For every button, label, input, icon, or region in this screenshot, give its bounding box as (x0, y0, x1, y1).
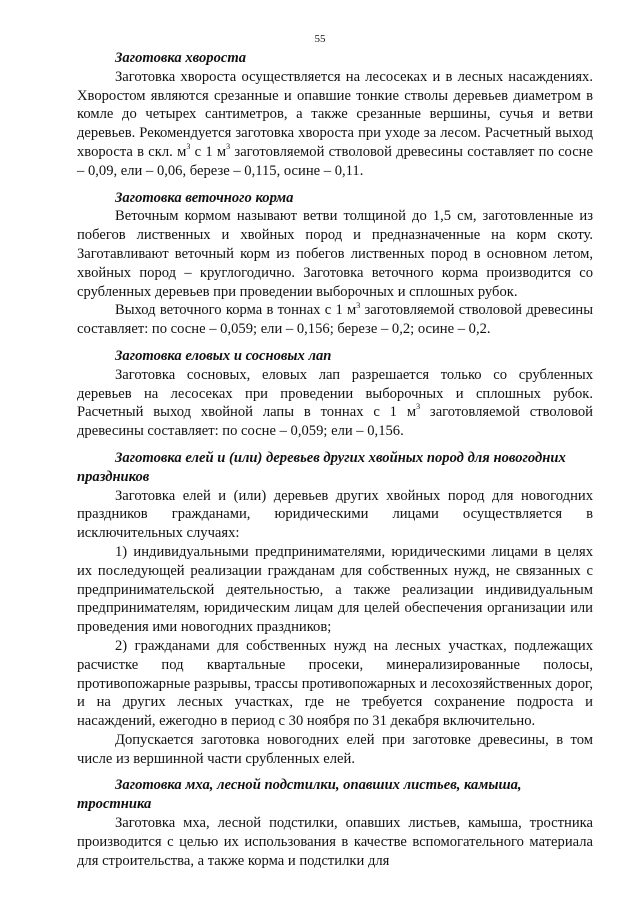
paragraph: Заготовка елей и (или) деревьев других хвойных пород для новогодних праздников гражданами, юридическими лицами осуществляется в исключительных случаях: (77, 487, 593, 542)
paragraph: Заготовка сосновых, еловых лап разрешается только со срубленных деревьев на лесосеках при проведении выборочных и сплошных рубок. Расчетный выход хвойной лапы в тоннах с 1 $м^3$ заготовляемой стволовой древесины составляет: по сосне – 0,059; ели – 0,156. (77, 366, 593, 440)
paragraph: Веточным кормом называют ветви толщиной до 1,5 см, заготовленные из побегов лиственных и хвойных пород и предназначенные на корм скоту. Заготавливают веточный корм из побегов лиственных пород в основном летом, хвойных пород – круглогодично. Заготовка веточного корма производится со срубленных деревьев при проведении выборочных и сплошных рубок. (77, 208, 593, 300)
paragraph: 1) индивидуальными предпринимателями, юридическими лицами в целях их последующей реализации гражданам для собственных нужд, не связанных с предпринимательской деятельностью, а также реализации индивидуальным предпринимателям, юридическим лицам для целей обеспечения организации или проведения ими новогодних праздников; (77, 543, 593, 636)
paragraph: Заготовка хвороста осуществляется на лесосеках и в лесных насаждениях. Хворостом являются срезанные и опавшие тонкие стволы деревьев диаметром в комле до четырех сантиметров, а также срезанные вершины, сучья и ветви деревьев. Рекомендуется заготовка хвороста при уходе за лесом. Расчетный выход хвороста в скл. $м^3$ с 1 $м^3$ заготовляемой стволовой древесины составляет по сосне – 0,09, ели – 0,06, березе – 0,115, осине – 0,11. (77, 68, 593, 179)
paragraph: Заготовка мха, лесной подстилки, опавших листьев, камыша, тростника производится с целью их использования в качестве вспомогательного материала для строительства, а также корма и подстилки для (77, 815, 593, 869)
section-heading-brushwood: Заготовка хвороста (115, 50, 247, 66)
section-heading-twig-fodder: Заготовка веточного корма (115, 189, 294, 206)
paragraph: 2) гражданами для собственных нужд на лесных участках, подлежащих расчистке под квартальные просеки, минерализированные полосы, противопожарные разрывы, трассы противопожарных и лесохозяйственных дорог, и на других лесных участках, где не требуется сохранение подроста и насаждений, ежегодно в период с 30 ноября по 31 декабря включительно. (77, 637, 593, 730)
page-content (77, 49, 593, 870)
section-heading-moss-litter-reeds: Заготовка мха, лесной подстилки, опавших листьев, камыша, тростника (77, 777, 522, 813)
paragraph: Выход веточного корма в тоннах с 1 $м^3$ заготовляемой стволовой древесины составляет: по сосне – 0,059; ели – 0,156; березе – 0,2; осине – 0,2. (77, 300, 594, 338)
section-heading-new-year-trees: Заготовка елей и (или) деревьев других хвойных пород для новогодних праздников (77, 449, 566, 485)
page-number: 55 (314, 33, 326, 45)
section-heading-spruce-pine-boughs: Заготовка еловых и сосновых лап (115, 347, 332, 364)
paragraph: Допускается заготовка новогодних елей при заготовке древесины, в том числе из вершинной части срубленных елей. (77, 731, 593, 767)
